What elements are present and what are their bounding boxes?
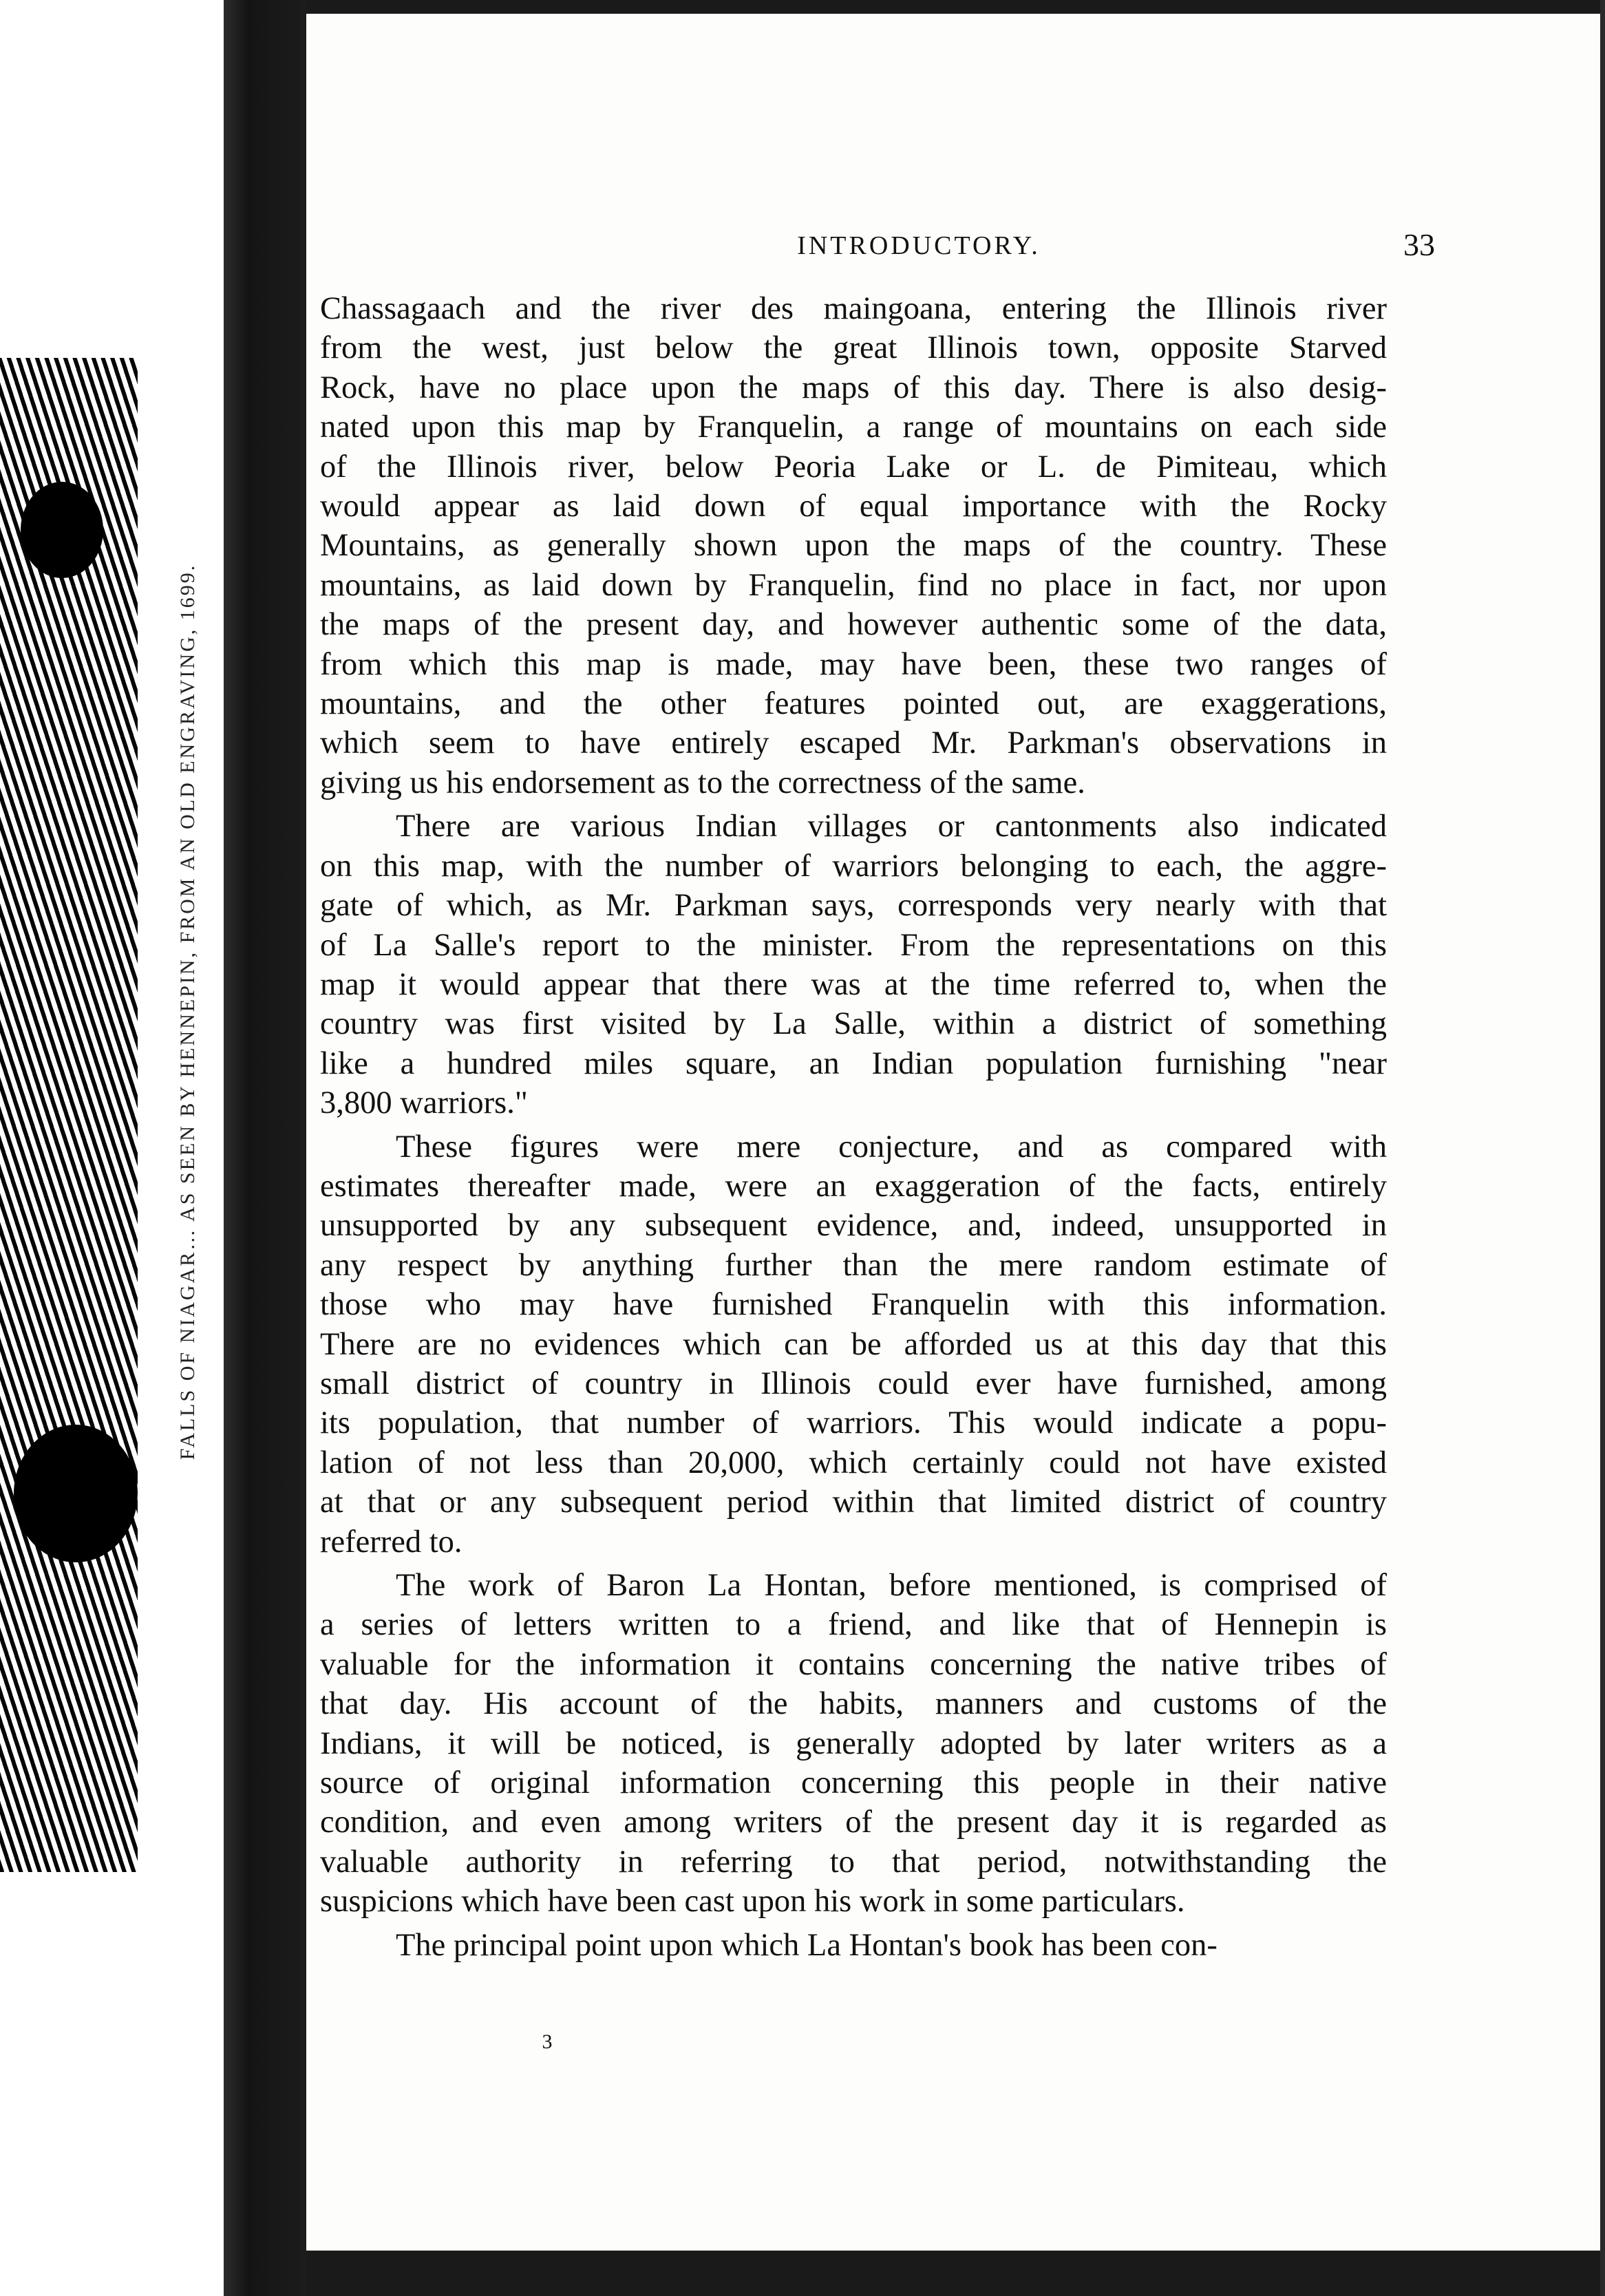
text-line: The work of Baron La Hontan, before mentioned, is comprised of [396, 1568, 1387, 1603]
text-line: of La Salle's report to the minister. From the representations on this [320, 927, 1387, 963]
text-line: Mountains, as generally shown upon the maps of the country. These [320, 528, 1387, 564]
page-header [306, 224, 1600, 265]
plate-caption-area [157, 358, 219, 1666]
text-line: that day. His account of the habits, manners and customs of the [320, 1686, 1387, 1722]
text-line: would appear as laid down of equal importance with the Rocky [320, 489, 1387, 524]
text-line: giving us his endorsement as to the correctness of the same. [320, 765, 1085, 800]
text-line: The principal point upon which La Hontan's book has been con- [396, 1927, 1218, 1963]
text-line: on this map, with the number of warriors belonging to each, the aggre- [320, 848, 1387, 884]
text-line: from which this map is made, may have been, these two ranges of [320, 646, 1387, 682]
paragraph [320, 1566, 1387, 1922]
text-line: There are various Indian villages or cantonments also indicated [396, 809, 1387, 844]
text-line: which seem to have entirely escaped Mr. Parkman's observations in [320, 725, 1387, 761]
text-line: mountains, and the other features pointed out, are exaggerations, [320, 686, 1387, 722]
text-line: mountains, as laid down by Franquelin, find no place in fact, nor upon [320, 567, 1387, 603]
text-line: valuable for the information it contains concerning the native tribes of [320, 1646, 1387, 1682]
text-line: small district of country in Illinois could ever have furnished, among [320, 1365, 1387, 1401]
paragraph [320, 1926, 1387, 1965]
text-line: of the Illinois river, below Peoria Lake or L. de Pimiteau, which [320, 449, 1387, 485]
text-line: country was first visited by La Salle, within a district of something [320, 1006, 1387, 1042]
text-line: These figures were mere conjecture, and as compared with [396, 1129, 1387, 1165]
text-line: those who may have furnished Franquelin with this information. [320, 1287, 1387, 1323]
text-line: gate of which, as Mr. Parkman says, corresponds very nearly with that [320, 888, 1387, 924]
text-line: Indians, it will be noticed, is generally adopted by later writers as a [320, 1725, 1387, 1761]
text-line: There are no evidences which can be afforded us at this day that this [320, 1326, 1387, 1362]
book-page [306, 14, 1600, 2251]
paragraph [320, 807, 1387, 1123]
text-line: suspicions which have been cast upon his work in some particulars. [320, 1884, 1185, 1920]
book-gutter [224, 0, 306, 2296]
text-line: referred to. [320, 1524, 463, 1560]
text-line: lation of not less than 20,000, which certainly could not have existed [320, 1445, 1387, 1480]
text-line: the maps of the present day, and however authentic some of the data, [320, 607, 1387, 643]
engraving-illustration [0, 358, 138, 1872]
page-number: 33 [1403, 227, 1435, 262]
text-line: at that or any subsequent period within that limited district of country [320, 1485, 1387, 1520]
text-line: estimates thereafter made, were an exaggeration of the facts, entirely [320, 1168, 1387, 1204]
text-line: map it would appear that there was at the time referred to, when the [320, 966, 1387, 1002]
text-line: 3,800 warriors." [320, 1085, 528, 1121]
text-line: its population, that number of warriors. This would indicate a popu- [320, 1405, 1387, 1441]
text-line: condition, and even among writers of the present day it is regarded as [320, 1805, 1387, 1840]
text-line: from the west, just below the great Illinois town, opposite Starved [320, 330, 1387, 366]
text-line: source of original information concerning this people in their native [320, 1765, 1387, 1801]
text-line: Chassagaach and the river des maingoana, entering the Illinois river [320, 291, 1387, 326]
facing-plate [0, 0, 224, 2296]
signature-mark: 3 [542, 2030, 553, 2053]
page-edge-shadow [1600, 0, 1605, 2296]
body-text [320, 289, 1387, 1969]
text-line: any respect by anything further than the mere random estimate of [320, 1247, 1387, 1283]
text-line: nated upon this map by Franquelin, a range of mountains on each side [320, 410, 1387, 445]
text-line: valuable authority in referring to that period, notwithstanding the [320, 1844, 1387, 1880]
text-line: Rock, have no place upon the maps of this day. There is also desig- [320, 370, 1387, 405]
paragraph [320, 1127, 1387, 1562]
plate-caption: FALLS OF NIAGAR… AS SEEN BY HENNEPIN, FROM AN OLD ENGRAVING, 1699. [176, 563, 199, 1460]
paragraph [320, 289, 1387, 802]
running-title: INTRODUCTORY. [797, 231, 1041, 260]
text-line: like a hundred miles square, an Indian population furnishing "near [320, 1045, 1387, 1081]
text-line: unsupported by any subsequent evidence, and, indeed, unsupported in [320, 1208, 1387, 1244]
text-line: a series of letters written to a friend, and like that of Hennepin is [320, 1607, 1387, 1643]
